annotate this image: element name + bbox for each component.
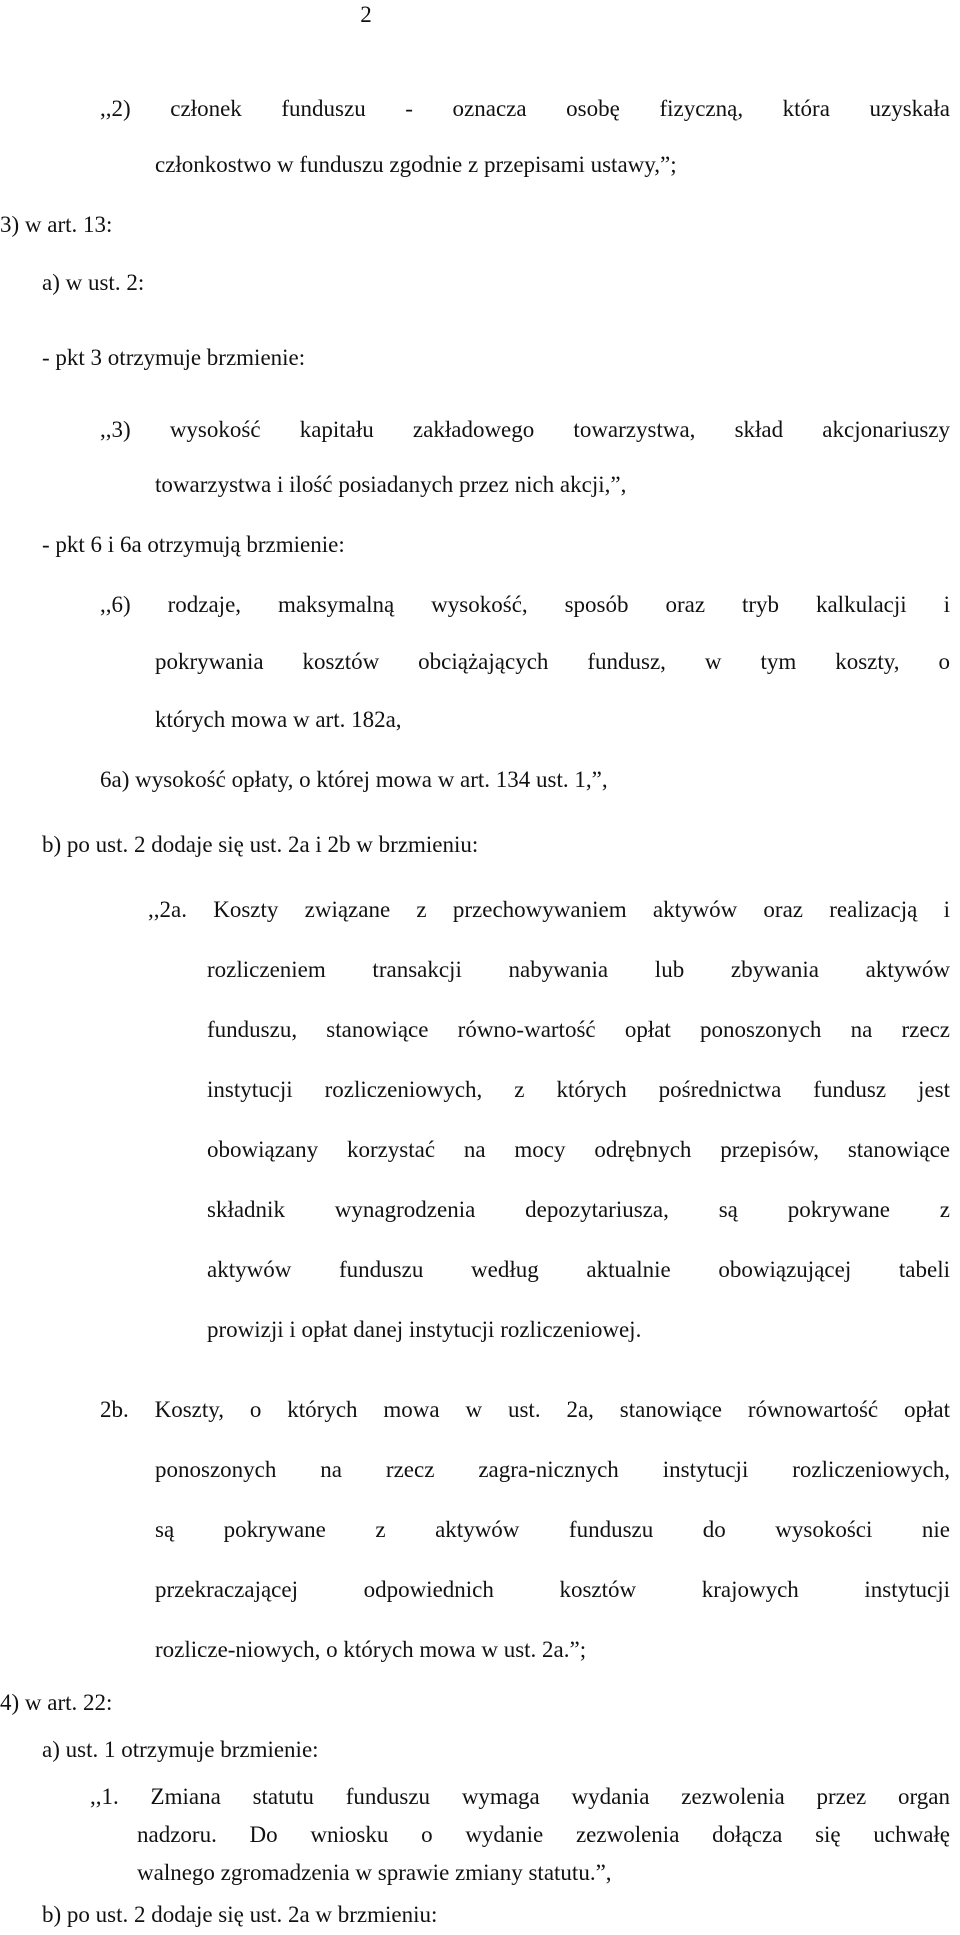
- text-line: rozlicze-niowych, o których mowa w ust. 2a.”;: [155, 1637, 587, 1662]
- text-line: ponoszonych na rzecz zagra-nicznych instytucji rozliczeniowych,: [155, 1457, 950, 1482]
- text-line: których mowa w art. 182a,: [155, 707, 402, 732]
- text-line: są pokrywane z aktywów funduszu do wysokości nie: [155, 1517, 950, 1542]
- text-line: instytucji rozliczeniowych, z których pośrednictwa fundusz jest: [207, 1077, 950, 1102]
- text-line: a) ust. 1 otrzymuje brzmienie:: [42, 1737, 319, 1762]
- text-line: aktywów funduszu według aktualnie obowiązującej tabeli: [207, 1257, 950, 1282]
- text-line: ,,2) członek funduszu - oznacza osobę fizyczną, która uzyskała: [100, 96, 950, 121]
- text-line: towarzystwa i ilość posiadanych przez nich akcji,”,: [155, 472, 627, 497]
- text-line: ,,6) rodzaje, maksymalną wysokość, sposób oraz tryb kalkulacji i: [100, 592, 950, 617]
- text-line: - pkt 6 i 6a otrzymują brzmienie:: [42, 532, 345, 557]
- text-line: 6a) wysokość opłaty, o której mowa w art. 134 ust. 1,”,: [100, 767, 608, 792]
- text-line: 3) w art. 13:: [0, 212, 113, 237]
- text-line: prowizji i opłat danej instytucji rozliczeniowej.: [207, 1317, 642, 1342]
- text-line: składnik wynagrodzenia depozytariusza, są pokrywane z: [207, 1197, 950, 1222]
- text-line: rozliczeniem transakcji nabywania lub zbywania aktywów: [207, 957, 950, 982]
- text-line: ,,3) wysokość kapitału zakładowego towarzystwa, skład akcjonariuszy: [100, 417, 950, 442]
- text-line: b) po ust. 2 dodaje się ust. 2a w brzmieniu:: [42, 1902, 438, 1927]
- text-line: obowiązany korzystać na mocy odrębnych przepisów, stanowiące: [207, 1137, 950, 1162]
- text-line: ,,1. Zmiana statutu funduszu wymaga wydania zezwolenia przez organ: [90, 1784, 950, 1809]
- text-line: walnego zgromadzenia w sprawie zmiany statutu.”,: [137, 1860, 612, 1885]
- text-line: ,,2a. Koszty związane z przechowywaniem aktywów oraz realizacją i: [148, 897, 950, 922]
- page-number: 2: [360, 2, 372, 27]
- text-line: a) w ust. 2:: [42, 270, 145, 295]
- text-line: pokrywania kosztów obciążających fundusz, w tym koszty, o: [155, 649, 950, 674]
- text-line: b) po ust. 2 dodaje się ust. 2a i 2b w brzmieniu:: [42, 832, 479, 857]
- text-line: członkostwo w funduszu zgodnie z przepisami ustawy,”;: [155, 152, 677, 177]
- text-line: 2b. Koszty, o których mowa w ust. 2a, stanowiące równowartość opłat: [100, 1397, 950, 1422]
- text-line: 4) w art. 22:: [0, 1690, 113, 1715]
- text-line: funduszu, stanowiące równo-wartość opłat ponoszonych na rzecz: [207, 1017, 950, 1042]
- text-line: - pkt 3 otrzymuje brzmienie:: [42, 345, 306, 370]
- text-line: nadzoru. Do wniosku o wydanie zezwolenia dołącza się uchwałę: [137, 1822, 950, 1847]
- text-line: przekraczającej odpowiednich kosztów krajowych instytucji: [155, 1577, 950, 1602]
